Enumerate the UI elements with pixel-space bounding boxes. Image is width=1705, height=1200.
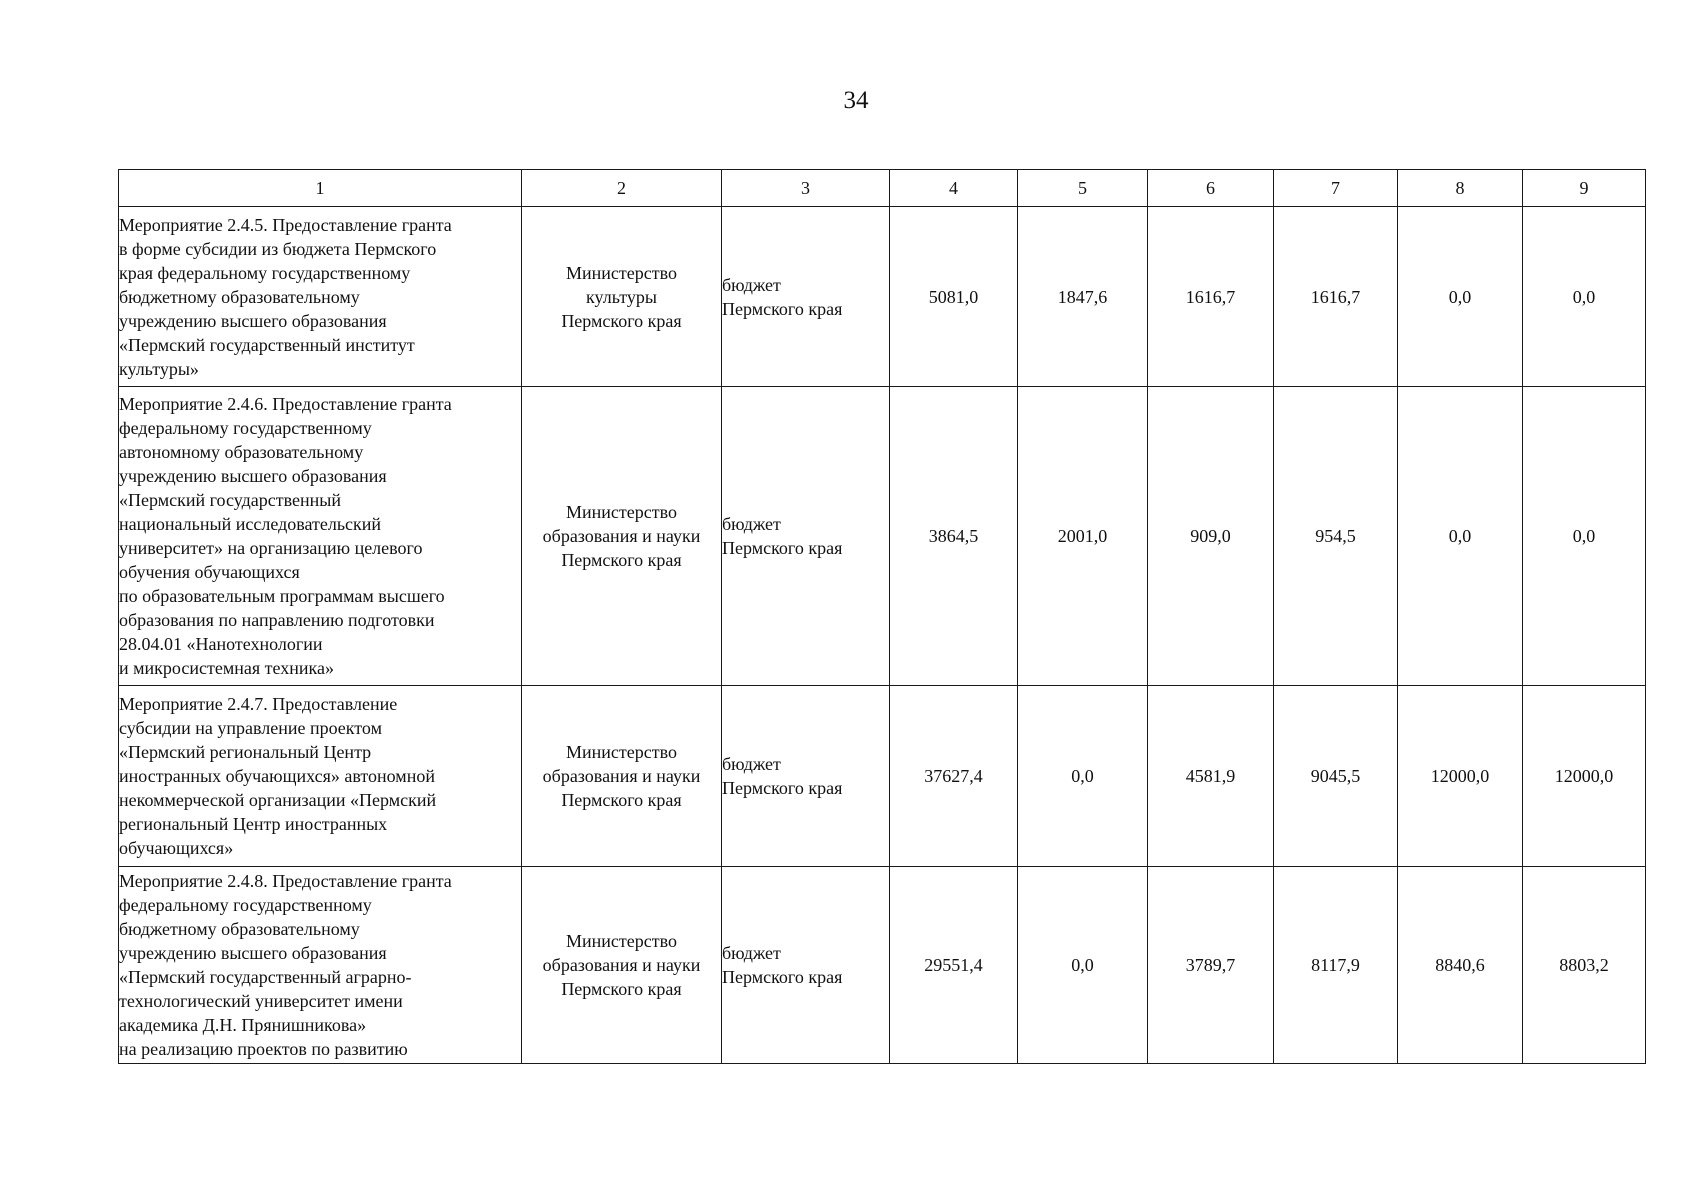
description-line: Мероприятие 2.4.7. Предоставление (119, 694, 398, 714)
value-cell: 29551,4 (890, 867, 1018, 1064)
organization-line: культуры (586, 286, 657, 307)
table-row (119, 207, 1646, 387)
table-row (119, 867, 1646, 1064)
description-line: «Пермский государственный институт (119, 334, 415, 355)
description-line: 28.04.01 «Нанотехнологии (119, 634, 323, 654)
organization-line: Пермского края (561, 310, 682, 331)
description-line: национальный исследовательский (119, 514, 382, 534)
value-cell: 8840,6 (1398, 867, 1523, 1064)
value-cell: 0,0 (1018, 686, 1148, 867)
responsible-organization (522, 686, 722, 867)
description-line: федеральному государственному (119, 895, 372, 915)
description-line: автономному образовательному (119, 442, 364, 462)
value-cell: 5081,0 (890, 207, 1018, 387)
responsible-organization (522, 387, 722, 686)
responsible-organization (522, 867, 722, 1064)
value-cell: 0,0 (1018, 867, 1148, 1064)
value-cell: 37627,4 (890, 686, 1018, 867)
source-line: бюджет (722, 514, 781, 534)
organization-line: Пермского края (561, 979, 682, 999)
description-line: региональный Центр иностранных (119, 814, 388, 834)
measure-description (119, 686, 522, 867)
value-cell: 4581,9 (1148, 686, 1274, 867)
organization-line: Министерство (566, 742, 677, 762)
source-line: бюджет (722, 943, 781, 963)
budget-table (118, 169, 1646, 1064)
funding-source (722, 387, 890, 686)
value-cell: 0,0 (1398, 207, 1523, 387)
table-row (119, 387, 1646, 686)
description-line: академика Д.Н. Прянишникова» (119, 1015, 367, 1035)
value-cell: 3864,5 (890, 387, 1018, 686)
header-cell: 8 (1398, 170, 1523, 207)
header-cell: 1 (119, 170, 522, 207)
value-cell: 1847,6 (1018, 207, 1148, 387)
value-cell: 1616,7 (1274, 207, 1398, 387)
value-cell: 8803,2 (1523, 867, 1646, 1064)
header-cell: 2 (522, 170, 722, 207)
description-line: технологический университет имени (119, 991, 403, 1011)
description-line: по образовательным программам высшего (119, 586, 445, 606)
description-line: обучающихся» (119, 838, 234, 858)
source-line: Пермского края (722, 538, 843, 558)
value-cell: 12000,0 (1398, 686, 1523, 867)
description-line: «Пермский государственный аграрно- (119, 967, 412, 987)
value-cell: 12000,0 (1523, 686, 1646, 867)
value-cell: 9045,5 (1274, 686, 1398, 867)
funding-source (722, 207, 890, 387)
value-cell: 2001,0 (1018, 387, 1148, 686)
description-line: Мероприятие 2.4.6. Предоставление гранта (119, 394, 452, 414)
responsible-organization (522, 207, 722, 387)
header-cell: 6 (1148, 170, 1274, 207)
value-cell: 1616,7 (1148, 207, 1274, 387)
measure-description (119, 867, 522, 1064)
header-cell: 9 (1523, 170, 1646, 207)
value-cell: 0,0 (1398, 387, 1523, 686)
description-line: бюджетному образовательному (119, 286, 360, 307)
value-cell: 3789,7 (1148, 867, 1274, 1064)
description-line: «Пермский региональный Центр (119, 742, 372, 762)
description-line: учреждению высшего образования (119, 466, 387, 486)
description-line: на реализацию проектов по развитию (119, 1039, 408, 1059)
organization-line: образования и науки (542, 955, 701, 975)
header-cell: 3 (722, 170, 890, 207)
measure-description (119, 387, 522, 686)
organization-line: Министерство (566, 931, 677, 951)
value-cell: 8117,9 (1274, 867, 1398, 1064)
measure-description (119, 207, 522, 387)
source-line: Пермского края (722, 298, 843, 319)
funding-source (722, 867, 890, 1064)
description-line: в форме субсидии из бюджета Пермского (119, 238, 437, 259)
header-cell: 5 (1018, 170, 1148, 207)
description-line: и микросистемная техника» (119, 658, 334, 678)
source-line: Пермского края (722, 778, 843, 798)
description-line: образования по направлению подготовки (119, 610, 435, 630)
organization-line: образования и науки (542, 526, 701, 546)
organization-line: Пермского края (561, 550, 682, 570)
page-number: 34 (843, 87, 869, 114)
organization-line: Министерство (566, 502, 677, 522)
description-line: университет» на организацию целевого (119, 538, 423, 558)
description-line: учреждению высшего образования (119, 943, 387, 963)
source-line: бюджет (722, 274, 781, 295)
table-row (119, 686, 1646, 867)
description-line: Мероприятие 2.4.8. Предоставление гранта (119, 871, 452, 891)
header-cell: 4 (890, 170, 1018, 207)
description-line: иностранных обучающихся» автономной (119, 766, 435, 786)
source-line: бюджет (722, 754, 781, 774)
organization-line: Министерство (566, 262, 677, 283)
description-line: федеральному государственному (119, 418, 372, 438)
value-cell: 909,0 (1148, 387, 1274, 686)
description-line: Мероприятие 2.4.5. Предоставление гранта (119, 214, 452, 235)
value-cell: 954,5 (1274, 387, 1398, 686)
header-cell: 7 (1274, 170, 1398, 207)
source-line: Пермского края (722, 967, 843, 987)
organization-line: образования и науки (542, 766, 701, 786)
description-line: бюджетному образовательному (119, 919, 360, 939)
description-line: обучения обучающихся (119, 562, 300, 582)
description-line: некоммерческой организации «Пермский (119, 790, 437, 810)
description-line: субсидии на управление проектом (119, 718, 382, 738)
description-line: «Пермский государственный (119, 490, 341, 510)
organization-line: Пермского края (561, 790, 682, 810)
description-line: края федеральному государственному (119, 262, 411, 283)
value-cell: 0,0 (1523, 207, 1646, 387)
description-line: учреждению высшего образования (119, 310, 387, 331)
funding-source (722, 686, 890, 867)
header-row (119, 170, 1646, 207)
value-cell: 0,0 (1523, 387, 1646, 686)
description-line: культуры» (119, 358, 199, 379)
